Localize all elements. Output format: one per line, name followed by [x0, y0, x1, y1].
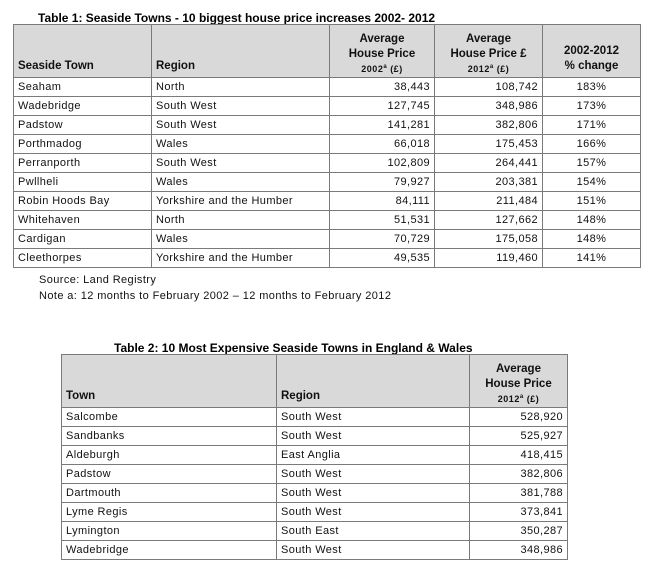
table2-cell-town: Dartmouth [62, 484, 277, 503]
table1-cell-change: 148% [543, 230, 641, 249]
table1-cell-change: 171% [543, 116, 641, 135]
table-row [62, 427, 568, 446]
table1-header-price2012-line3 [439, 62, 538, 77]
table1-cell-region: South West [152, 154, 330, 173]
table2-cell-town: Wadebridge [62, 541, 277, 560]
table1-cell-change: 154% [543, 173, 641, 192]
table1-header-price2012-footnote: a [489, 64, 494, 70]
table1-header-price2002-footnote: a [383, 64, 388, 70]
table1-cell-region: South West [152, 116, 330, 135]
table1-cell-change: 157% [543, 154, 641, 173]
table-row [14, 192, 641, 211]
table1-cell-price2012: 211,484 [435, 192, 543, 211]
table2-header-row [62, 355, 568, 408]
table-row [62, 522, 568, 541]
table1-cell-town: Perranporth [14, 154, 152, 173]
table-row [62, 465, 568, 484]
table2-header-price-year: 2012 [497, 394, 520, 404]
table1-cell-region: Wales [152, 135, 330, 154]
table1-header-price2002-unit: (£) [390, 64, 403, 74]
table2-cell-region: South East [277, 522, 470, 541]
table2-cell-region: South West [277, 503, 470, 522]
table2-cell-region: South West [277, 408, 470, 427]
table2-header-price-line2: House Price [485, 378, 552, 390]
table-row [14, 78, 641, 97]
table1-cell-region: North [152, 78, 330, 97]
table1-cell-price2012: 264,441 [435, 154, 543, 173]
table-row [62, 446, 568, 465]
table2-header-price-unit: (£) [526, 394, 540, 404]
table-row [14, 211, 641, 230]
table2-cell-town: Lymington [62, 522, 277, 541]
table1-cell-town: Cleethorpes [14, 249, 152, 268]
table1-cell-region: Yorkshire and the Humber [152, 192, 330, 211]
table1-cell-town: Porthmadog [14, 135, 152, 154]
table2-header-price-line1: Average [496, 363, 541, 375]
table1-header-price2012-year: 2012 [467, 64, 490, 74]
table1-cell-price2012: 348,986 [435, 97, 543, 116]
table2-cell-region: South West [277, 541, 470, 560]
table-row [14, 97, 641, 116]
table2-cell-price: 348,986 [470, 541, 568, 560]
table-row [62, 484, 568, 503]
table1-cell-price2012: 175,453 [435, 135, 543, 154]
table1-header-price2012 [435, 25, 543, 78]
table1-header-price2002 [330, 25, 435, 78]
table2-cell-region: South West [277, 484, 470, 503]
table1-cell-price2002: 141,281 [330, 116, 435, 135]
table1-cell-town: Robin Hoods Bay [14, 192, 152, 211]
table2-cell-price: 528,920 [470, 408, 568, 427]
table1-cell-price2002: 84,111 [330, 192, 435, 211]
table-row [62, 541, 568, 560]
table1-cell-price2002: 127,745 [330, 97, 435, 116]
table1-header-change [543, 25, 641, 78]
table-row [14, 173, 641, 192]
table1-cell-region: Wales [152, 173, 330, 192]
table1-cell-price2012: 175,058 [435, 230, 543, 249]
table1-cell-region: North [152, 211, 330, 230]
table2-cell-price: 381,788 [470, 484, 568, 503]
table1-header-price2012-line1: Average [466, 33, 511, 45]
table1-header-price2002-year: 2002 [361, 64, 384, 74]
table2-cell-region: South West [277, 465, 470, 484]
table1-header-region: Region [152, 25, 330, 78]
table1-header-change-line1: 2002-2012 [564, 45, 619, 57]
table1-cell-price2002: 51,531 [330, 211, 435, 230]
table2-header-town: Town [62, 355, 277, 408]
table2-cell-price: 350,287 [470, 522, 568, 541]
table1-header-price2002-line2: House Price [348, 48, 416, 60]
table2-cell-region: South West [277, 427, 470, 446]
table1-cell-town: Cardigan [14, 230, 152, 249]
table1-cell-price2012: 203,381 [435, 173, 543, 192]
table2-cell-price: 373,841 [470, 503, 568, 522]
table1-cell-price2012: 127,662 [435, 211, 543, 230]
table2-cell-town: Salcombe [62, 408, 277, 427]
table1-cell-price2012: 382,806 [435, 116, 543, 135]
table1-cell-region: South West [152, 97, 330, 116]
table2-cell-price: 382,806 [470, 465, 568, 484]
table-row [62, 503, 568, 522]
table1-cell-price2002: 102,809 [330, 154, 435, 173]
table1-header-row [14, 25, 641, 78]
table1-cell-price2002: 70,729 [330, 230, 435, 249]
table1-header-change-line2: % change [564, 60, 619, 72]
table1-cell-change: 148% [543, 211, 641, 230]
table1-cell-region: Wales [152, 230, 330, 249]
table2-cell-price: 418,415 [470, 446, 568, 465]
table-row [14, 249, 641, 268]
table1-cell-price2002: 79,927 [330, 173, 435, 192]
table1-cell-change: 141% [543, 249, 641, 268]
table-row [14, 135, 641, 154]
table-row [14, 154, 641, 173]
table1-header-price2012-line2: House Price £ [450, 48, 527, 60]
table-row [14, 116, 641, 135]
table2-header-price-line3 [474, 392, 563, 407]
table1-cell-price2012: 108,742 [435, 78, 543, 97]
table1-source: Source: Land Registry [39, 274, 157, 286]
table1-header-price2002-line1: Average [359, 33, 405, 45]
table1-cell-price2002: 66,018 [330, 135, 435, 154]
table2 [61, 354, 568, 560]
table2-cell-town: Padstow [62, 465, 277, 484]
table1 [13, 24, 641, 268]
table1-cell-town: Wadebridge [14, 97, 152, 116]
table2-cell-town: Lyme Regis [62, 503, 277, 522]
table1-header-price2002-line3 [334, 62, 430, 77]
table1-cell-change: 151% [543, 192, 641, 211]
table2-header-price-footnote: a [519, 394, 524, 400]
table1-cell-price2012: 119,460 [435, 249, 543, 268]
table2-title: Table 2: 10 Most Expensive Seaside Towns in England & Wales [114, 341, 473, 355]
table1-note: Note a: 12 months to February 2002 – 12 months to February 2012 [39, 290, 392, 302]
table2-cell-town: Aldeburgh [62, 446, 277, 465]
table2-cell-town: Sandbanks [62, 427, 277, 446]
table1-cell-change: 173% [543, 97, 641, 116]
table1-header-price2012-unit: (£) [496, 64, 510, 74]
table1-title: Table 1: Seaside Towns - 10 biggest house price increases 2002- 2012 [38, 11, 436, 25]
table1-cell-town: Pwllheli [14, 173, 152, 192]
table1-cell-town: Seaham [14, 78, 152, 97]
table1-cell-town: Whitehaven [14, 211, 152, 230]
table2-cell-region: East Anglia [277, 446, 470, 465]
table1-cell-price2002: 38,443 [330, 78, 435, 97]
table2-header-price [470, 355, 568, 408]
table2-cell-price: 525,927 [470, 427, 568, 446]
table1-header-town: Seaside Town [14, 25, 152, 78]
table1-cell-town: Padstow [14, 116, 152, 135]
table1-cell-price2002: 49,535 [330, 249, 435, 268]
table2-header-region: Region [277, 355, 470, 408]
table1-cell-change: 166% [543, 135, 641, 154]
table-row [14, 230, 641, 249]
table1-cell-change: 183% [543, 78, 641, 97]
table1-cell-region: Yorkshire and the Humber [152, 249, 330, 268]
table-row [62, 408, 568, 427]
